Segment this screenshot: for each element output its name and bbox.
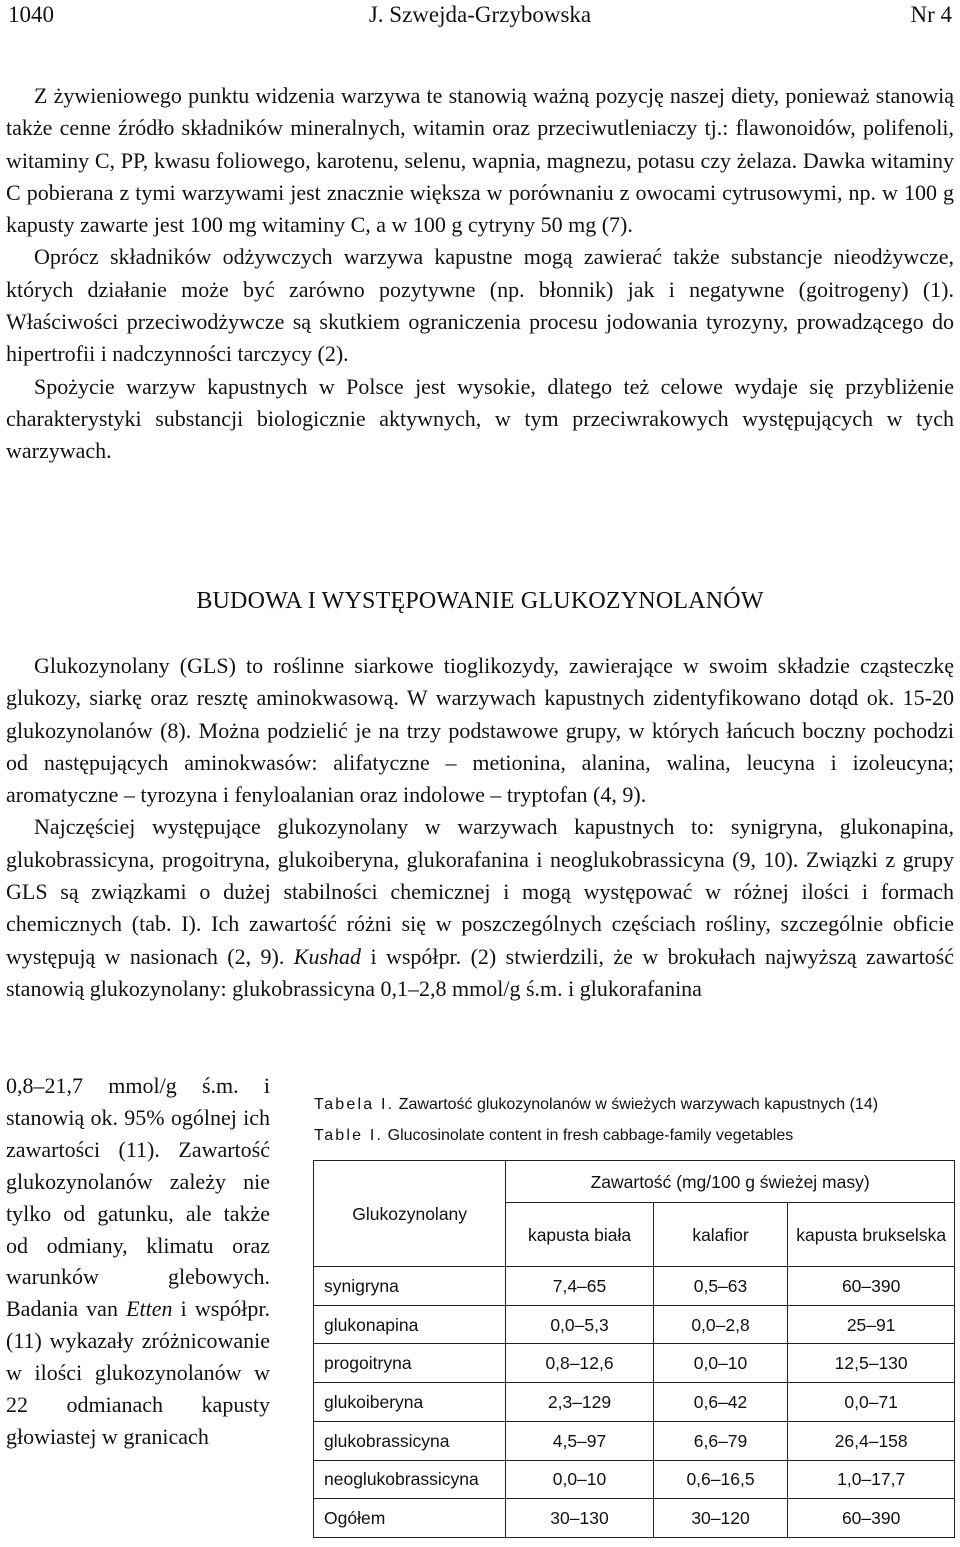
paragraph-nutrition: Z żywieniowego punktu widzenia warzywa te stanowią ważną pozycję naszej diety, ponieważ stanowią także cenne źródło składników mineralnych, witamin oraz przeciwutleniaczy tj.: flawonoidów, polifenoli, witaminy C, PP, kwasu foliowego, karotenu, selenu, wapnia, magnezu, potasu czy żelaza. Dawka witaminy C pobierana z tymi warzywami jest znacznie większa w porównaniu z owocami cytrusowymi, np. w 100 g kapusty zawarte jest 100 mg witaminy C, a w 100 g cytryny 50 mg (7). [6,83,954,238]
body-text-block-2 [6,650,954,1005]
table-row [314,1499,955,1538]
glucosinolate-table [313,1160,955,1538]
running-author: J. Szwejda-Grzybowska [368,2,592,27]
glucosinolate-name: glukoiberyna [314,1383,506,1422]
paragraph-narrow-column [6,1070,270,1453]
header-content-group: Zawartość (mg/100 g świeżej masy) [506,1161,955,1203]
cauliflower-value: 0,5–63 [653,1267,788,1306]
page-number: 1040 [8,2,54,27]
brussels-sprouts-value: 60–390 [788,1267,955,1306]
white-cabbage-value: 2,3–129 [506,1383,653,1422]
paragraph-common-text: Najczęściej występujące glukozynolany w warzywach kapustnych to: synigryna, glukonapina, glukobrassicyna, progoitryna, glukoiberyna, glukorafanina i neoglukobrassicyna (9, 10). Związki z grupy GLS są związkami o dużej stabilności chemicznej i mogą występować w różnej ilości i formach chemicznych (tab. I). Ich zawartość różni się w poszczególnych częściach rośliny, szczególnie obficie występują w nasionach (2, 9). [6,814,954,969]
glucosinolate-name: progoitryna [314,1344,506,1383]
cauliflower-value: 6,6–79 [653,1421,788,1460]
table-caption-english [314,1127,793,1145]
table-row [314,1344,955,1383]
header-white-cabbage: kapusta biała [506,1203,653,1267]
table-row [314,1383,955,1422]
table-title-en: Glucosinolate content in fresh cabbage-family vegetables [387,1127,794,1144]
glucosinolate-name: synigryna [314,1267,506,1306]
paragraph-antinutrients: Oprócz składników odżywczych warzywa kapustne mogą zawierać także substancje nieodżywcze, których działanie może być zarówno pozytywne (np. błonnik) jak i negatywne (goitrogeny) (1). Właściwości przeciwodżywcze są skutkiem ograniczenia procesu jodowania tyrozyny, prowadzącego do hipertrofii i nadczynności tarczycy (2). [6,244,954,367]
brussels-sprouts-value: 12,5–130 [788,1344,955,1383]
cauliflower-value: 0,0–2,8 [653,1305,788,1344]
white-cabbage-value: 0,0–10 [506,1460,653,1499]
table-row [314,1421,955,1460]
header-cauliflower: kalafior [653,1203,788,1267]
table-row [314,1305,955,1344]
white-cabbage-value: 0,8–12,6 [506,1344,653,1383]
running-header [8,2,952,30]
brussels-sprouts-value: 0,0–71 [788,1383,955,1422]
author-etten: Etten [126,1296,173,1322]
header-glucosinolates: Glukozynolany [314,1161,506,1267]
white-cabbage-value: 0,0–5,3 [506,1305,653,1344]
glucosinolate-name: Ogółem [314,1499,506,1538]
paragraph-common-glucosinolates [6,811,954,1005]
glucosinolate-name: glukonapina [314,1305,506,1344]
table-title-pl: Zawartość glukozynolanów w świeżych warzywach kapustnych (14) [398,1096,879,1113]
white-cabbage-value: 30–130 [506,1499,653,1538]
issue-number: Nr 4 [910,2,952,27]
table-label-pl: Tabela I. [314,1096,395,1113]
narrow-text-b: i współpr. (11) wykazały zróżnicowanie w ilości glukozynolanów w 22 odmianach kapusty głowiastej w granicach [6,1296,270,1449]
glucosinolate-name: neoglukobrassicyna [314,1460,506,1499]
cauliflower-value: 0,6–16,5 [653,1460,788,1499]
glucosinolate-name: glukobrassicyna [314,1421,506,1460]
cauliflower-value: 0,0–10 [653,1344,788,1383]
cauliflower-value: 30–120 [653,1499,788,1538]
paragraph-glucosinolates-definition: Glukozynolany (GLS) to roślinne siarkowe tioglikozydy, zawierające w swoim składzie cząsteczkę glukozy, siarkę oraz resztę aminokwasową. W warzywach kapustnych zidentyfikowano dotąd ok. 15-20 glukozynolanów (8). Można podzielić je na trzy podstawowe grupy, w których łańcuch boczny pochodzi od następujących aminokwasów: alifatyczne – metionina, alanina, walina, leucyna i izoleucyna; aromatyczne – tyrozyna i fenyloalanian oraz indolowe – tryptofan (4, 9). [6,653,954,808]
table-row [314,1267,955,1306]
white-cabbage-value: 4,5–97 [506,1421,653,1460]
body-text-block-1 [6,80,954,468]
author-kushad: Kushad [293,943,362,969]
narrow-text-a: 0,8–21,7 mmol/g ś.m. i stanowią ok. 95% ogólnej ich zawartości (11). Zawartość glukozynolanów zależy nie tylko od gatunku, ale także od odmiany, klimatu oraz warunków glebowych. Badania van [6,1073,270,1322]
cauliflower-value: 0,6–42 [653,1383,788,1422]
table-row [314,1460,955,1499]
brussels-sprouts-value: 1,0–17,7 [788,1460,955,1499]
paragraph-kushad-text: i współpr. (2) stwierdzili, że w brokułach najwyższą zawartość stanowią glukozynolany: glukobrassicyna 0,1–2,8 mmol/g ś.m. i glukorafanina [6,943,955,1001]
white-cabbage-value: 7,4–65 [506,1267,653,1306]
brussels-sprouts-value: 60–390 [788,1499,955,1538]
table-label-en: Table I. [314,1127,384,1144]
table-body [314,1267,955,1538]
brussels-sprouts-value: 25–91 [788,1305,955,1344]
brussels-sprouts-value: 26,4–158 [788,1421,955,1460]
header-brussels-sprouts: kapusta brukselska [788,1203,955,1267]
section-heading: BUDOWA I WYSTĘPOWANIE GLUKOZYNOLANÓW [196,588,764,614]
table-caption-polish [314,1096,878,1114]
paragraph-consumption: Spożycie warzyw kapustnych w Polsce jest wysokie, dlatego też celowe wydaje się przybliżenie charakterystyki substancji biologicznie aktywnych, w tym przeciwrakowych występujących w tych warzywach. [6,373,954,464]
